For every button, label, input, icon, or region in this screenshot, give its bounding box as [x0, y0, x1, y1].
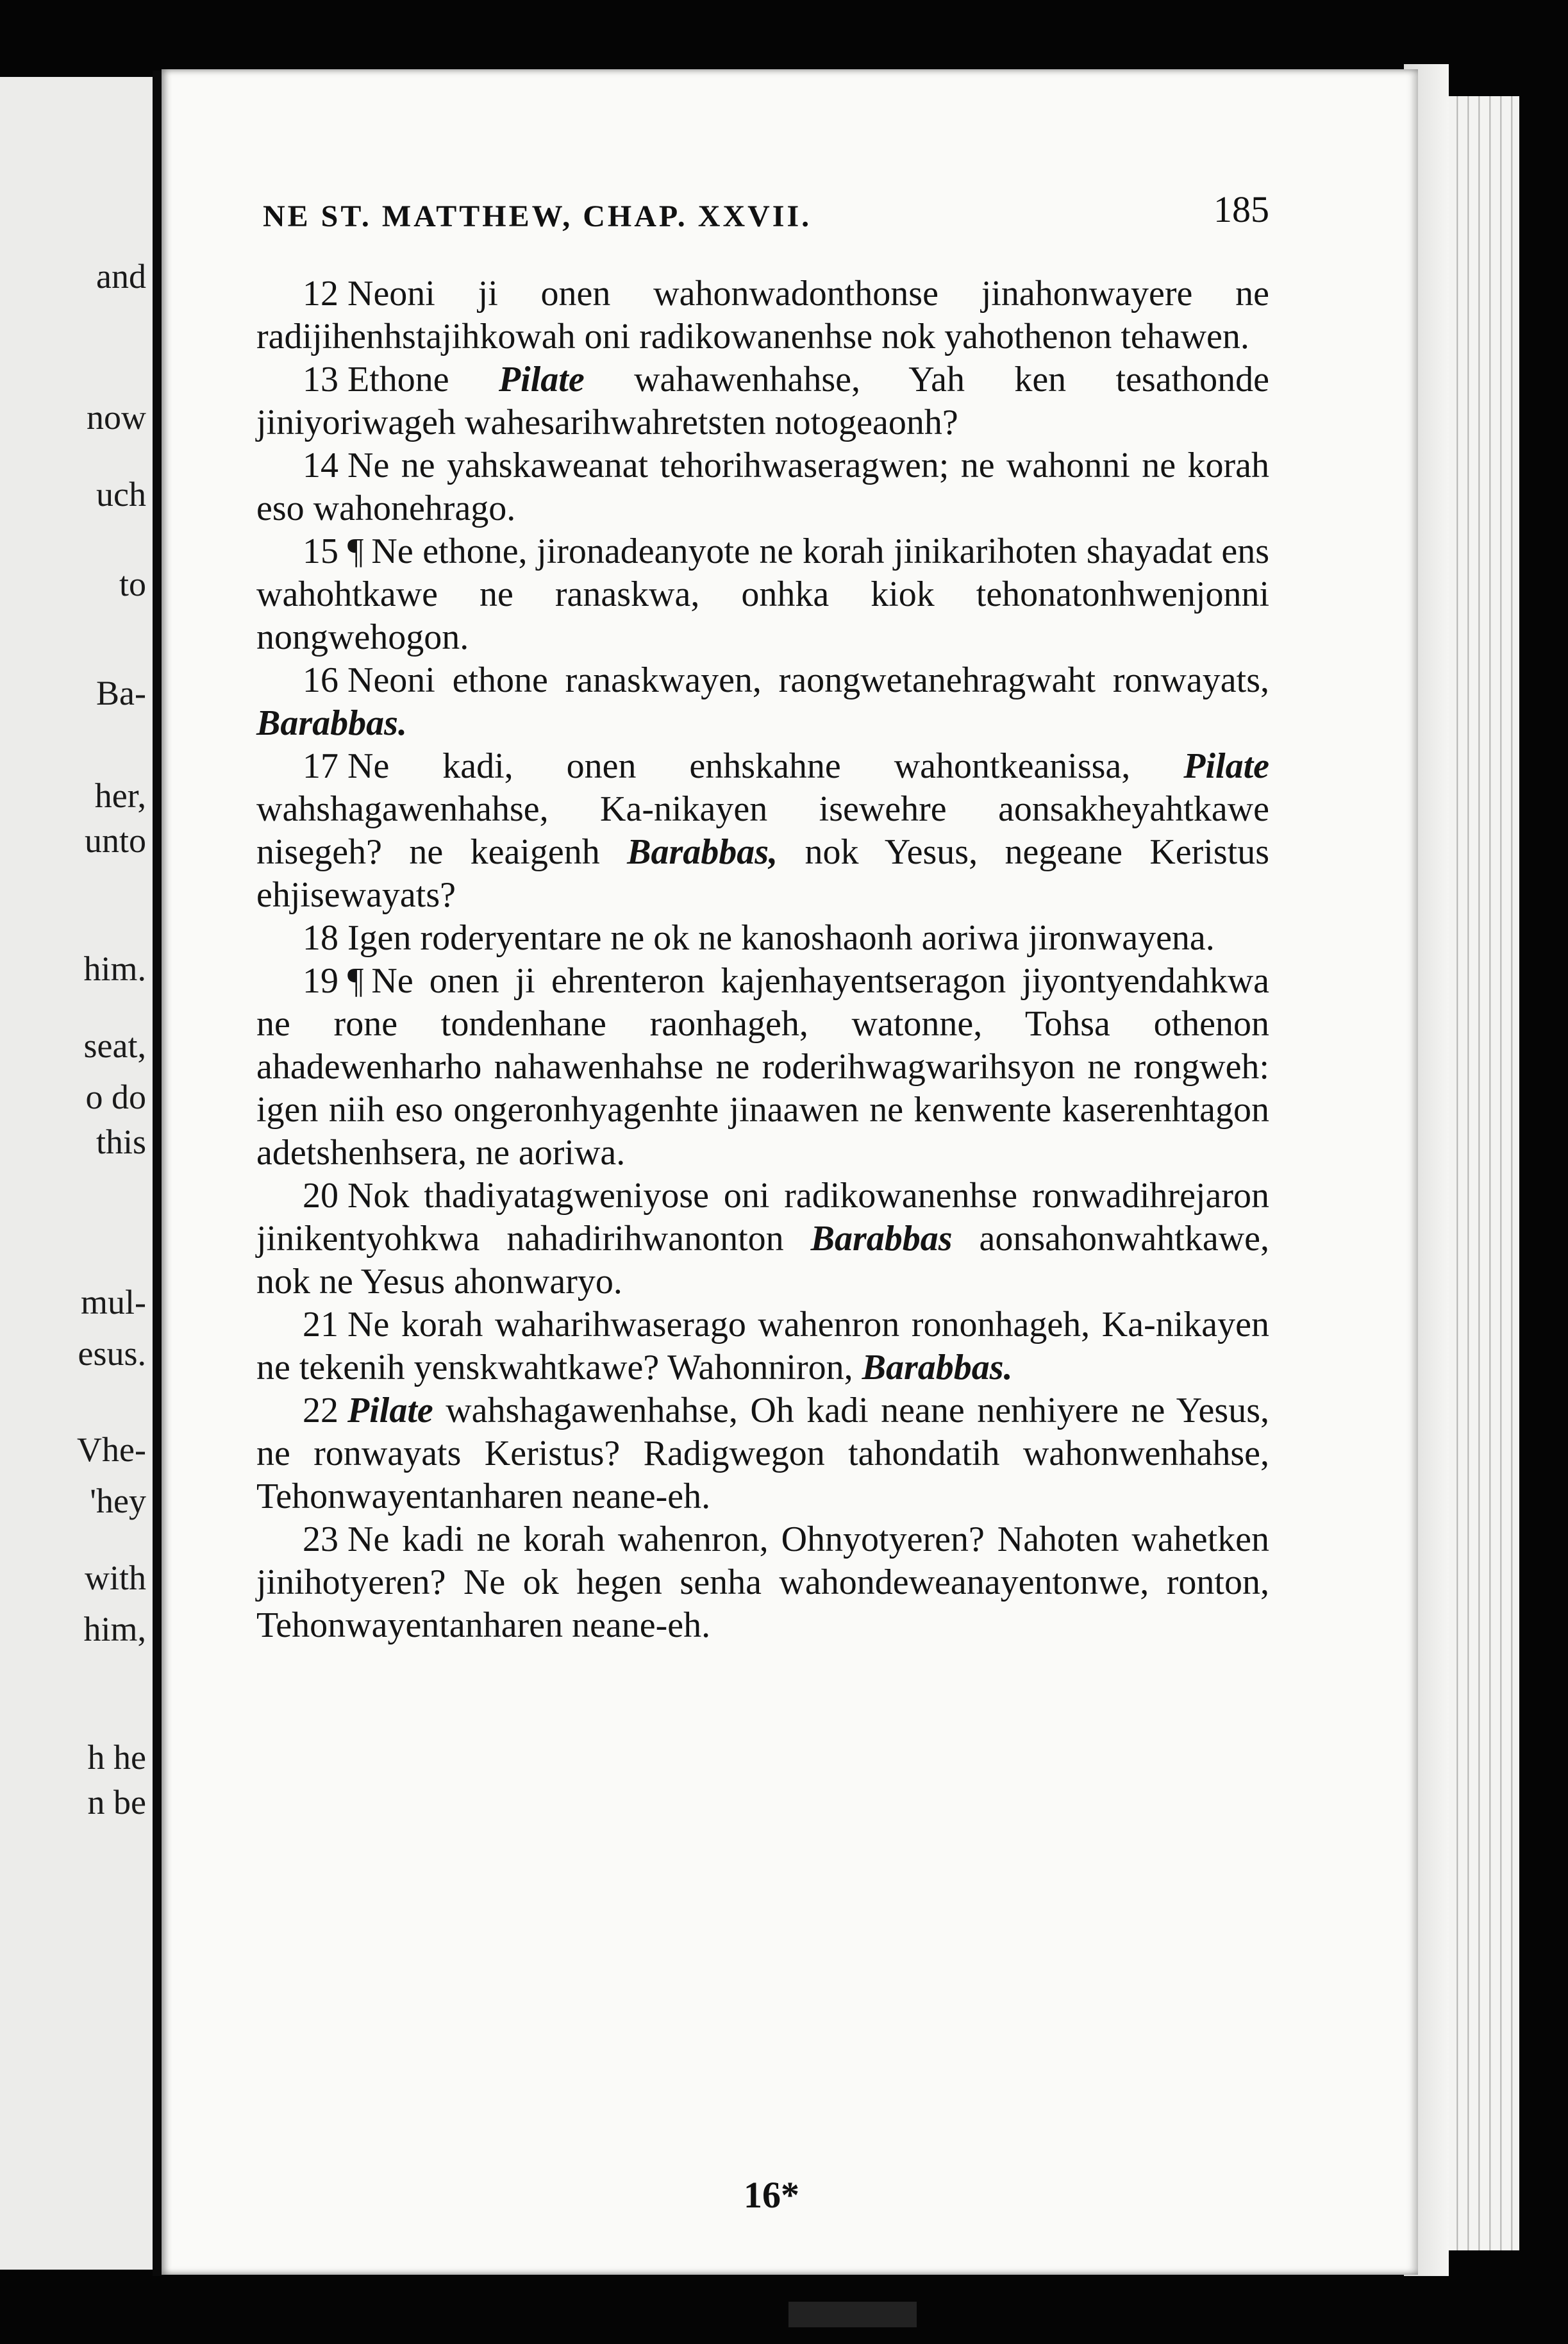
italic-name: Barabbas. [862, 1348, 1013, 1387]
verse-text: wahshagawenhahse, Oh kadi neane nenhiyere ne Yesus, ne ronwayats Keristus? Radigwegon tahondatih wahonwenhahse, Tehonwayentanharen neane-eh. [256, 1391, 1269, 1516]
verse-text: wahshagawenhahse, Ka-nikayen isewehre aonsakheyahtkawe nisegeh? ne keaigenh [256, 789, 1269, 872]
paragraph-mark: ¶ [347, 961, 364, 1001]
verse-text: aonsahonwahtkawe, nok ne Yesus ahonwaryo. [256, 1219, 1270, 1302]
left-page-fragment: him, [83, 1610, 146, 1648]
italic-name: Barabbas. [256, 703, 407, 743]
verse [256, 358, 1269, 444]
signature-mark: 16* [744, 2174, 799, 2216]
italic-name: Barabbas [810, 1219, 953, 1259]
left-page-fragment: n be [87, 1783, 146, 1821]
verse-text: Ne ne yahskaweanat tehorihwaseragwen; ne wahonni ne korah eso wahonehrago. [256, 446, 1269, 528]
verse-text: Igen roderyentare ne ok ne kanoshaonh aoriwa jironwayena. [347, 918, 1215, 958]
left-page-fragment: Ba- [96, 674, 146, 712]
left-page-edge [0, 77, 153, 2270]
left-page-fragment: to [119, 565, 146, 603]
verse [256, 1175, 1269, 1303]
verse [256, 659, 1269, 745]
verse-number: 14 [303, 446, 338, 485]
left-page-fragment: now [87, 398, 146, 437]
verse-number: 23 [303, 1519, 338, 1559]
left-page-fragment: this [96, 1123, 146, 1161]
left-page-fragment: uch [96, 475, 146, 514]
verse-number: 13 [303, 360, 338, 399]
verse-number: 21 [303, 1305, 338, 1344]
left-page-fragment: mul- [81, 1283, 146, 1321]
left-page-fragment: him. [83, 950, 146, 988]
verse-text: wahawenhahse, Yah ken tesathonde jiniyoriwageh wahesarihwahretsten notogeaonh? [256, 360, 1269, 442]
verse [256, 530, 1269, 659]
verse [256, 1518, 1269, 1647]
verse-text: Ne onen ji ehrenteron kajenhayentseragon jiyontyendahkwa ne rone tondenhane raonhageh, watonne, Tohsa othenon ahadewenharho nahawenhahse ne roderihwagwarihsyon ne rongweh: igen niih eso ongeronhyagenhte jinaawen ne kenwente kaserenhtagon adetshenhsera, ne aoriwa. [256, 961, 1269, 1173]
verse-text: Neoni ji onen wahonwadonthonse jinahonwayere ne radijihenhstajihkowah oni radikowanenhse nok yahothenon tehawen. [256, 274, 1269, 356]
verse-number: 16 [303, 660, 338, 700]
verse-text: Neoni ethone ranaskwayen, raongwetanehragwaht ronwayats, [347, 660, 1269, 700]
verse-number: 12 [303, 274, 338, 314]
verse-text: Ne kadi ne korah wahenron, Ohnyotyeren? Nahoten wahetken jinihotyeren? Ne ok hegen senha wahondeweanayentonwe, ronton, Tehonwayentanharen neane-eh. [256, 1519, 1269, 1645]
verse [256, 1389, 1269, 1518]
left-page-fragment: and [96, 257, 146, 296]
verse-number: 17 [303, 746, 338, 786]
left-page-fragment: esus. [78, 1334, 146, 1373]
page-number: 185 [1214, 188, 1269, 230]
left-page-fragment: unto [84, 821, 146, 860]
verse-number: 19 [303, 961, 338, 1001]
left-page-fragment: seat, [83, 1026, 146, 1065]
verse [256, 960, 1269, 1175]
verse [256, 917, 1269, 960]
verse-number: 22 [303, 1391, 338, 1430]
verse-text: Ne korah waharihwaserago wahenron rononhageh, Ka-nikayen ne tekenih yenskwahtkawe? Wahonniron, [256, 1305, 1269, 1387]
left-page-fragment: Vhe- [77, 1430, 146, 1469]
left-page-fragment: her, [94, 776, 146, 815]
left-page-fragment: with [84, 1559, 146, 1597]
verse-text: Ne kadi, onen enhskahne wahontkeanissa, [347, 746, 1184, 786]
verse-number: 15 [303, 532, 338, 571]
italic-name: Barabbas, [627, 832, 778, 872]
left-page-fragment: h he [87, 1738, 146, 1777]
verse-text: nok Yesus, negeane Keristus ehjisewayats? [256, 832, 1269, 915]
verse [256, 1303, 1269, 1389]
verse-number: 18 [303, 918, 338, 958]
verse [256, 745, 1269, 917]
italic-name: Pilate [1183, 746, 1269, 786]
verse-number: 20 [303, 1176, 338, 1216]
binding-mark [788, 2302, 917, 2327]
left-page-fragment: o do [85, 1078, 146, 1116]
verse-text: Ne ethone, jironadeanyote ne korah jinikarihoten shayadat ens wahohtkawe ne ranaskwa, onhka kiok tehonatonhwenjonni nongwehogon. [256, 532, 1269, 657]
verse [256, 444, 1269, 530]
verse-text: Nok thadiyatagweniyose oni radikowanenhse ronwadihrejaron jinikentyohkwa nahadirihwanonton [256, 1176, 1269, 1259]
verse [256, 272, 1269, 358]
italic-name: Pilate [498, 360, 585, 399]
paragraph-mark: ¶ [347, 532, 364, 571]
text-block [256, 272, 1269, 1647]
left-page-fragment: 'hey [90, 1482, 146, 1520]
italic-name: Pilate [347, 1391, 433, 1430]
verse-text: Ethone [347, 360, 499, 399]
page-header [263, 122, 1269, 233]
running-title: NE ST. MATTHEW, CHAP. XXVII. [263, 199, 812, 233]
